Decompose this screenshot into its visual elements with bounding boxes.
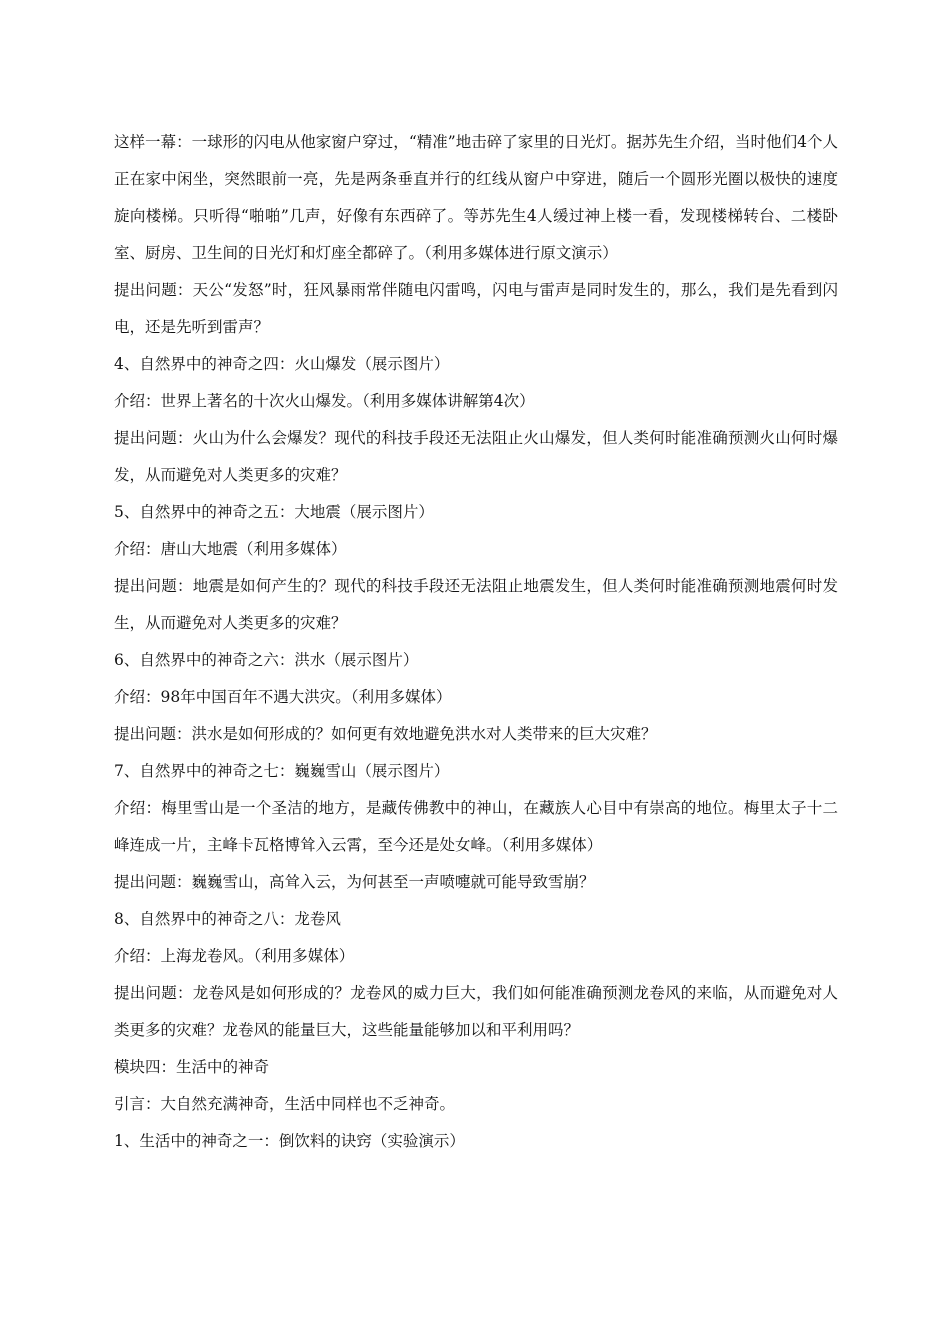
document-body: [114, 124, 838, 1160]
paragraph-question-earthquake: 提出问题：地震是如何产生的？现代的科技手段还无法阻止地震发生，但人类何时能准确预测地震何时发生，从而避免对人类更多的灾难？: [114, 577, 838, 632]
paragraph-module-intro: 引言：大自然充满神奇，生活中同样也不乏神奇。: [114, 1095, 456, 1113]
paragraph-intro-tornado: 介绍：上海龙卷风。（利用多媒体）: [114, 947, 355, 965]
paragraph-intro-snow-mountain: 介绍：梅里雪山是一个圣洁的地方，是藏传佛教中的神山，在藏族人心目中有崇高的地位。梅里太子十二峰连成一片，主峰卡瓦格博耸入云霄，至今还是处女峰。（利用多媒体）: [114, 799, 838, 854]
paragraph-question-lightning: 提出问题：天公“发怒”时，狂风暴雨常伴随电闪雷鸣，闪电与雷声是同时发生的，那么，我们是先看到闪电，还是先听到雷声？: [114, 281, 838, 336]
paragraph-intro-flood: 介绍：98年中国百年不遇大洪灾。（利用多媒体）: [114, 688, 452, 706]
heading-earthquake: 5、自然界中的神奇之五：大地震（展示图片）: [114, 503, 434, 521]
paragraph-intro-earthquake: 介绍：唐山大地震（利用多媒体）: [114, 540, 347, 558]
heading-volcano: 4、自然界中的神奇之四：火山爆发（展示图片）: [114, 355, 450, 373]
heading-snow-mountain: 7、自然界中的神奇之七：巍巍雪山（展示图片）: [114, 762, 450, 780]
paragraph-question-snow-mountain: 提出问题：巍巍雪山，高耸入云，为何甚至一声喷嚏就可能导致雪崩？: [114, 873, 595, 891]
paragraph-question-volcano: 提出问题：火山为什么会爆发？现代的科技手段还无法阻止火山爆发，但人类何时能准确预测火山何时爆发，从而避免对人类更多的灾难？: [114, 429, 838, 484]
heading-module-four: 模块四：生活中的神奇: [114, 1058, 270, 1076]
paragraph-ball-lightning-story: 这样一幕：一球形的闪电从他家窗户穿过，“精准”地击碎了家里的日光灯。据苏先生介绍，当时他们4个人正在家中闲坐，突然眼前一亮，先是两条垂直并行的红线从窗户中穿进，随后一个圆形光圈以极快的速度旋向楼梯。只听得“啪啪”几声，好像有东西碎了。等苏先生4人缓过神上楼一看，发现楼梯转台、二楼卧室、厨房、卫生间的日光灯和灯座全都碎了。（利用多媒体进行原文演示）: [114, 133, 838, 262]
paragraph-intro-volcano: 介绍：世界上著名的十次火山爆发。（利用多媒体讲解第4次）: [114, 392, 535, 410]
paragraph-question-flood: 提出问题：洪水是如何形成的？如何更有效地避免洪水对人类带来的巨大灾难？: [114, 725, 657, 743]
heading-flood: 6、自然界中的神奇之六：洪水（展示图片）: [114, 651, 419, 669]
heading-life-wonder-one: 1、生活中的神奇之一：倒饮料的诀窍（实验演示）: [114, 1132, 465, 1150]
paragraph-question-tornado: 提出问题：龙卷风是如何形成的？龙卷风的威力巨大，我们如何能准确预测龙卷风的来临，从而避免对人类更多的灾难？龙卷风的能量巨大，这些能量能够加以和平利用吗？: [114, 984, 838, 1039]
heading-tornado: 8、自然界中的神奇之八：龙卷风: [114, 910, 341, 928]
